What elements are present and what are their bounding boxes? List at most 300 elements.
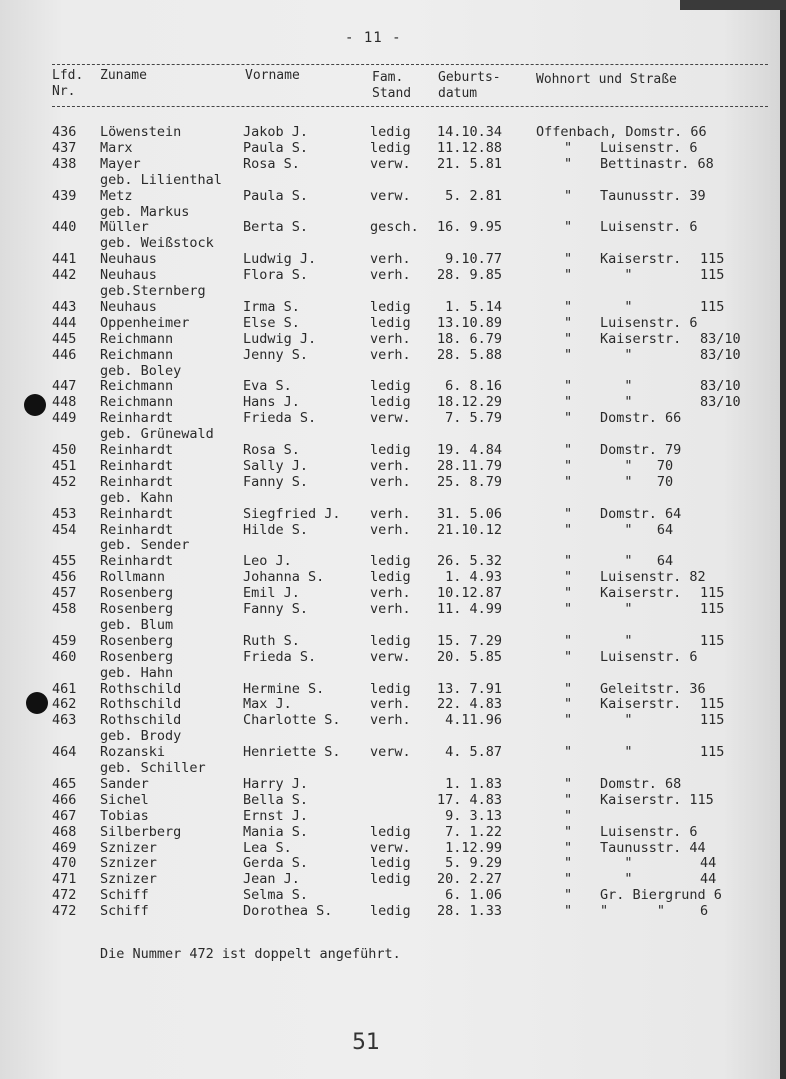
cell-geburtsdatum: 11. 4.99 xyxy=(437,601,503,617)
cell-stand: ledig xyxy=(370,632,411,649)
table-row xyxy=(0,601,786,617)
cell-vorname: Ludwig J. xyxy=(243,330,317,347)
cell-zuname: Reinhardt xyxy=(100,442,174,458)
punch-hole xyxy=(24,394,46,416)
cell-zuname: Reichmann xyxy=(100,378,174,395)
cell-vorname: Irma S. xyxy=(243,298,300,315)
cell-hausnummer: 115 xyxy=(700,585,725,602)
cell-nr: 455 xyxy=(52,553,77,570)
cell-nr: 437 xyxy=(52,139,77,156)
cell-geburtsname: geb. Sender xyxy=(100,537,190,554)
cell-ditto-mark: " xyxy=(564,887,573,904)
cell-geburtsdatum: 11.12.88 xyxy=(437,139,503,156)
cell-geburtsdatum: 28. 5.88 xyxy=(437,346,503,363)
cell-nr: 467 xyxy=(52,807,77,824)
cell-nr: 445 xyxy=(52,330,77,347)
cell-geburtsdatum: 9. 3.13 xyxy=(437,807,503,824)
cell-ditto-mark: " xyxy=(564,680,573,697)
cell-zuname: Rosenberg xyxy=(100,632,174,649)
cell-zuname: Oppenheimer xyxy=(100,314,190,331)
cell-geburtsdatum: 4. 5.87 xyxy=(437,744,503,761)
cell-strasse: Luisenstr. 6 xyxy=(600,648,698,665)
cell-geburtsname: geb. Lilienthal xyxy=(100,171,222,188)
cell-zuname: Schiff xyxy=(100,903,149,920)
cell-strasse: " xyxy=(600,298,633,315)
cell-vorname: Jenny S. xyxy=(243,346,309,363)
cell-stand: verw. xyxy=(370,410,411,427)
cell-ditto-mark: " xyxy=(564,394,573,411)
cell-vorname: Bella S. xyxy=(243,791,309,808)
cell-geburtsname: geb. Boley xyxy=(100,362,182,379)
cell-nr: 458 xyxy=(52,601,77,617)
table-row xyxy=(0,649,786,665)
cell-stand: verh. xyxy=(370,505,411,522)
cell-zuname: Reichmann xyxy=(100,346,174,363)
cell-geburtsname: geb. Kahn xyxy=(100,489,174,506)
cell-geburtsname: geb. Hahn xyxy=(100,664,174,681)
cell-geburtsdatum: 6. 8.16 xyxy=(437,378,503,395)
cell-stand: verh. xyxy=(370,521,411,538)
cell-stand: verh. xyxy=(370,712,411,729)
cell-ditto-mark: " xyxy=(564,457,573,474)
cell-vorname: Fanny S. xyxy=(243,601,309,617)
cell-nr: 471 xyxy=(52,871,77,888)
cell-vorname: Else S. xyxy=(243,314,300,331)
cell-vorname: Emil J. xyxy=(243,585,300,602)
cell-ditto-mark: " xyxy=(564,775,573,792)
cell-vorname: Flora S. xyxy=(243,267,309,284)
cell-geburtsdatum: 1. 4.93 xyxy=(437,569,503,586)
cell-strasse: Kaiserstr. xyxy=(600,251,682,268)
cell-zuname: Sichel xyxy=(100,791,149,808)
cell-geburtsdatum: 4.11.96 xyxy=(437,712,503,729)
cell-zuname: Rollmann xyxy=(100,569,166,586)
cell-geburtsdatum: 1. 5.14 xyxy=(437,298,503,315)
cell-geburtsname: geb. Markus xyxy=(100,203,190,220)
cell-geburtsdatum: 14.10.34 xyxy=(437,124,503,140)
cell-nr: 469 xyxy=(52,839,77,856)
cell-geburtsdatum: 18. 6.79 xyxy=(437,330,503,347)
cell-stand: ledig xyxy=(370,823,411,840)
header-wohnort: Wohnort und Straße xyxy=(536,72,677,87)
table-row xyxy=(0,887,786,903)
table-row xyxy=(0,474,786,490)
cell-zuname: Tobias xyxy=(100,807,149,824)
table-row xyxy=(0,855,786,871)
cell-vorname: Dorothea S. xyxy=(243,903,333,920)
cell-ditto-mark: " xyxy=(564,839,573,856)
scan-edge-top xyxy=(680,0,786,10)
cell-stand: ledig xyxy=(370,394,411,411)
cell-nr: 468 xyxy=(52,823,77,840)
table-row xyxy=(0,553,786,569)
cell-strasse: " xyxy=(600,267,633,284)
cell-ditto-mark: " xyxy=(564,442,573,458)
cell-vorname: Rosa S. xyxy=(243,442,300,458)
cell-vorname: Ernst J. xyxy=(243,807,309,824)
cell-ditto-mark: " xyxy=(564,378,573,395)
table-row xyxy=(0,378,786,394)
cell-zuname: Reinhardt xyxy=(100,521,174,538)
cell-vorname: Hans J. xyxy=(243,394,300,411)
cell-ditto-mark: " xyxy=(564,744,573,761)
cell-ditto-mark: " xyxy=(564,648,573,665)
cell-zuname: Löwenstein xyxy=(100,124,182,140)
cell-nr: 456 xyxy=(52,569,77,586)
cell-geburtsname: geb. Grünewald xyxy=(100,426,214,443)
cell-strasse: " xyxy=(600,871,633,888)
cell-stand: ledig xyxy=(370,569,411,586)
cell-vorname: Jakob J. xyxy=(243,124,309,140)
cell-geburtsdatum: 26. 5.32 xyxy=(437,553,503,570)
cell-stand: ledig xyxy=(370,139,411,156)
cell-stand: ledig xyxy=(370,553,411,570)
table-row xyxy=(0,506,786,522)
cell-ditto-mark: " xyxy=(564,473,573,490)
cell-vorname: Lea S. xyxy=(243,839,292,856)
cell-zuname: Sznizer xyxy=(100,839,157,856)
cell-nr: 461 xyxy=(52,680,77,697)
cell-vorname: Fanny S. xyxy=(243,473,309,490)
cell-ditto-mark: " xyxy=(564,903,573,920)
cell-hausnummer: 44 xyxy=(700,855,717,872)
punch-hole xyxy=(26,692,48,714)
cell-ditto-mark: " xyxy=(564,314,573,331)
cell-vorname: Berta S. xyxy=(243,219,309,236)
cell-nr: 442 xyxy=(52,267,77,284)
cell-nr: 466 xyxy=(52,791,77,808)
cell-ditto-mark: " xyxy=(564,251,573,268)
cell-strasse: " xyxy=(600,712,633,729)
cell-nr: 438 xyxy=(52,155,77,172)
cell-vorname: Sally J. xyxy=(243,457,309,474)
table-row xyxy=(0,394,786,410)
cell-geburtsdatum: 21. 5.81 xyxy=(437,155,503,172)
cell-geburtsdatum: 28. 1.33 xyxy=(437,903,503,920)
cell-zuname: Rothschild xyxy=(100,680,182,697)
cell-strasse: " xyxy=(600,744,633,761)
cell-strasse: Luisenstr. 6 xyxy=(600,139,698,156)
cell-hausnummer: 115 xyxy=(700,251,725,268)
cell-strasse: Taunusstr. 44 xyxy=(600,839,706,856)
cell-ditto-mark: " xyxy=(564,696,573,713)
cell-vorname: Mania S. xyxy=(243,823,309,840)
cell-ditto-mark: " xyxy=(564,155,573,172)
cell-zuname: Sznizer xyxy=(100,855,157,872)
cell-stand: verh. xyxy=(370,267,411,284)
cell-zuname: Neuhaus xyxy=(100,298,157,315)
cell-hausnummer: 115 xyxy=(700,298,725,315)
cell-zuname: Rozanski xyxy=(100,744,166,761)
cell-vorname: Harry J. xyxy=(243,775,309,792)
cell-geburtsdatum: 1.12.99 xyxy=(437,839,503,856)
cell-nr: 457 xyxy=(52,585,77,602)
cell-strasse: " 64 xyxy=(600,553,674,570)
cell-ditto-mark: " xyxy=(564,807,573,824)
cell-geburtsname: geb. Brody xyxy=(100,728,182,745)
cell-nr: 464 xyxy=(52,744,77,761)
cell-vorname: Hilde S. xyxy=(243,521,309,538)
cell-nr: 443 xyxy=(52,298,77,315)
cell-geburtsname: geb.Sternberg xyxy=(100,283,206,299)
table-row xyxy=(0,824,786,840)
cell-vorname: Eva S. xyxy=(243,378,292,395)
header-geburtsdatum: Geburts- datum xyxy=(438,70,501,101)
header-rule-bottom xyxy=(52,106,768,107)
cell-strasse: Taunusstr. 39 xyxy=(600,187,706,204)
cell-geburtsdatum: 13. 7.91 xyxy=(437,680,503,697)
cell-geburtsdatum: 28.11.79 xyxy=(437,457,503,474)
cell-stand: verh. xyxy=(370,346,411,363)
cell-stand: ledig xyxy=(370,378,411,395)
cell-stand: gesch. xyxy=(370,219,419,236)
folio-number: 51 xyxy=(352,1030,380,1055)
cell-geburtsdatum: 7. 1.22 xyxy=(437,823,503,840)
cell-ditto-mark: " xyxy=(564,569,573,586)
table-row xyxy=(0,808,786,824)
table-row xyxy=(0,410,786,426)
cell-stand: verw. xyxy=(370,155,411,172)
cell-stand: ledig xyxy=(370,124,411,140)
cell-geburtsname: geb. Weißstock xyxy=(100,235,214,252)
cell-stand: verw. xyxy=(370,839,411,856)
cell-vorname: Rosa S. xyxy=(243,155,300,172)
cell-geburtsdatum: 7. 5.79 xyxy=(437,410,503,427)
cell-stand: ledig xyxy=(370,855,411,872)
cell-stand: verh. xyxy=(370,585,411,602)
cell-strasse: " xyxy=(600,601,633,617)
cell-stand: verh. xyxy=(370,330,411,347)
footnote: Die Nummer 472 ist doppelt angeführt. xyxy=(100,946,401,962)
cell-ditto-mark: " xyxy=(564,585,573,602)
cell-geburtsdatum: 19. 4.84 xyxy=(437,442,503,458)
cell-strasse: " 70 xyxy=(600,473,674,490)
cell-hausnummer: 83/10 xyxy=(700,394,741,411)
cell-ditto-mark: " xyxy=(564,871,573,888)
cell-strasse: Luisenstr. 82 xyxy=(600,569,706,586)
cell-vorname: Ruth S. xyxy=(243,632,300,649)
cell-zuname: Rosenberg xyxy=(100,648,174,665)
cell-strasse: " " xyxy=(600,903,666,920)
cell-stand: verw. xyxy=(370,187,411,204)
cell-geburtsdatum: 22. 4.83 xyxy=(437,696,503,713)
cell-nr: 460 xyxy=(52,648,77,665)
cell-ditto-mark: " xyxy=(564,521,573,538)
cell-vorname: Max J. xyxy=(243,696,292,713)
cell-nr: 444 xyxy=(52,314,77,331)
table-row xyxy=(0,458,786,474)
cell-strasse: Kaiserstr. xyxy=(600,696,682,713)
header-vorname: Vorname xyxy=(245,68,300,83)
table-row xyxy=(0,140,786,156)
table-row xyxy=(0,442,786,458)
cell-geburtsdatum: 16. 9.95 xyxy=(437,219,503,236)
cell-vorname: Hermine S. xyxy=(243,680,325,697)
table-row xyxy=(0,522,786,538)
cell-strasse: Domstr. 64 xyxy=(600,505,682,522)
cell-stand: ledig xyxy=(370,314,411,331)
cell-ditto-mark: " xyxy=(564,553,573,570)
cell-zuname: Müller xyxy=(100,219,149,236)
cell-strasse: Gr. Biergrund 6 xyxy=(600,887,722,904)
table-row xyxy=(0,840,786,856)
cell-stand: ledig xyxy=(370,903,411,920)
cell-vorname: Siegfried J. xyxy=(243,505,341,522)
cell-zuname: Reinhardt xyxy=(100,473,174,490)
cell-nr: 449 xyxy=(52,410,77,427)
table-row xyxy=(0,776,786,792)
cell-zuname: Rothschild xyxy=(100,696,182,713)
cell-vorname: Jean J. xyxy=(243,871,300,888)
table-row xyxy=(0,347,786,363)
cell-stand: ledig xyxy=(370,442,411,458)
cell-geburtsname: geb. Blum xyxy=(100,616,174,633)
cell-nr: 441 xyxy=(52,251,77,268)
cell-nr: 472 xyxy=(52,903,77,920)
table-row xyxy=(0,251,786,267)
cell-stand: verh. xyxy=(370,696,411,713)
cell-hausnummer: 83/10 xyxy=(700,378,741,395)
cell-geburtsdatum: 10.12.87 xyxy=(437,585,503,602)
cell-geburtsdatum: 17. 4.83 xyxy=(437,791,503,808)
cell-stand: verh. xyxy=(370,251,411,268)
cell-strasse: " xyxy=(600,346,633,363)
cell-ditto-mark: " xyxy=(564,346,573,363)
header-nr: Lfd. Nr. xyxy=(52,68,84,99)
cell-zuname: Silberberg xyxy=(100,823,182,840)
cell-geburtsname: geb. Schiller xyxy=(100,760,206,776)
cell-geburtsdatum: 31. 5.06 xyxy=(437,505,503,522)
cell-geburtsdatum: 13.10.89 xyxy=(437,314,503,331)
cell-zuname: Schiff xyxy=(100,887,149,904)
cell-zuname: Rosenberg xyxy=(100,601,174,617)
table-row xyxy=(0,585,786,601)
cell-zuname: Marx xyxy=(100,139,133,156)
header-stand: Fam. Stand xyxy=(372,70,412,101)
cell-ditto-mark: " xyxy=(564,219,573,236)
cell-hausnummer: 44 xyxy=(700,871,717,888)
cell-strasse: " xyxy=(600,378,633,395)
cell-nr: 470 xyxy=(52,855,77,872)
cell-vorname: Frieda S. xyxy=(243,648,317,665)
cell-vorname: Henriette S. xyxy=(243,744,341,761)
cell-zuname: Reichmann xyxy=(100,394,174,411)
table-row xyxy=(0,156,786,172)
cell-geburtsdatum: 1. 1.83 xyxy=(437,775,503,792)
table-row xyxy=(0,124,786,140)
cell-hausnummer: 115 xyxy=(700,696,725,713)
cell-strasse: " xyxy=(600,632,633,649)
cell-geburtsdatum: 20. 2.27 xyxy=(437,871,503,888)
cell-vorname: Johanna S. xyxy=(243,569,325,586)
table-row xyxy=(0,712,786,728)
cell-strasse: Luisenstr. 6 xyxy=(600,219,698,236)
cell-stand: verh. xyxy=(370,473,411,490)
cell-nr: 446 xyxy=(52,346,77,363)
cell-ditto-mark: " xyxy=(564,855,573,872)
cell-nr: 459 xyxy=(52,632,77,649)
table-row xyxy=(0,331,786,347)
cell-strasse: Luisenstr. 6 xyxy=(600,823,698,840)
cell-nr: 447 xyxy=(52,378,77,395)
cell-hausnummer: 115 xyxy=(700,744,725,761)
cell-ditto-mark: " xyxy=(564,410,573,427)
cell-zuname: Sznizer xyxy=(100,871,157,888)
cell-zuname: Rosenberg xyxy=(100,585,174,602)
cell-ditto-mark: " xyxy=(564,823,573,840)
cell-vorname: Leo J. xyxy=(243,553,292,570)
cell-strasse: " xyxy=(600,855,633,872)
header-rule-top xyxy=(52,64,768,65)
cell-zuname: Neuhaus xyxy=(100,267,157,284)
cell-nr: 451 xyxy=(52,457,77,474)
cell-ditto-mark: " xyxy=(564,601,573,617)
cell-strasse: Domstr. 68 xyxy=(600,775,682,792)
table-row xyxy=(0,267,786,283)
cell-stand: ledig xyxy=(370,871,411,888)
cell-geburtsdatum: 5. 2.81 xyxy=(437,187,503,204)
cell-strasse: " 70 xyxy=(600,457,674,474)
header-zuname: Zuname xyxy=(100,68,147,83)
cell-vorname: Selma S. xyxy=(243,887,309,904)
cell-wohnort: Offenbach, Domstr. 66 xyxy=(536,124,707,140)
cell-ditto-mark: " xyxy=(564,505,573,522)
cell-zuname: Reichmann xyxy=(100,330,174,347)
cell-nr: 439 xyxy=(52,187,77,204)
cell-hausnummer: 83/10 xyxy=(700,330,741,347)
table-row xyxy=(0,681,786,697)
cell-strasse: Kaiserstr. xyxy=(600,330,682,347)
table-row xyxy=(0,744,786,760)
cell-zuname: Mayer xyxy=(100,155,141,172)
cell-vorname: Paula S. xyxy=(243,187,309,204)
cell-ditto-mark: " xyxy=(564,139,573,156)
cell-geburtsdatum: 18.12.29 xyxy=(437,394,503,411)
cell-strasse: Bettinastr. 68 xyxy=(600,155,714,172)
cell-vorname: Charlotte S. xyxy=(243,712,341,729)
cell-nr: 440 xyxy=(52,219,77,236)
cell-hausnummer: 115 xyxy=(700,712,725,729)
cell-strasse: " 64 xyxy=(600,521,674,538)
cell-geburtsdatum: 28. 9.85 xyxy=(437,267,503,284)
cell-stand: verh. xyxy=(370,601,411,617)
cell-hausnummer: 115 xyxy=(700,601,725,617)
cell-geburtsdatum: 21.10.12 xyxy=(437,521,503,538)
cell-nr: 448 xyxy=(52,394,77,411)
cell-zuname: Rothschild xyxy=(100,712,182,729)
cell-ditto-mark: " xyxy=(564,298,573,315)
table-row xyxy=(0,569,786,585)
table-row xyxy=(0,633,786,649)
cell-hausnummer: 115 xyxy=(700,267,725,284)
table-row xyxy=(0,188,786,204)
table-row xyxy=(0,696,786,712)
cell-strasse: Kaiserstr. xyxy=(600,585,682,602)
cell-nr: 454 xyxy=(52,521,77,538)
cell-zuname: Neuhaus xyxy=(100,251,157,268)
cell-geburtsdatum: 9.10.77 xyxy=(437,251,503,268)
cell-ditto-mark: " xyxy=(564,267,573,284)
cell-ditto-mark: " xyxy=(564,632,573,649)
cell-nr: 452 xyxy=(52,473,77,490)
cell-strasse: Domstr. 79 xyxy=(600,442,682,458)
cell-geburtsdatum: 25. 8.79 xyxy=(437,473,503,490)
table-row xyxy=(0,219,786,235)
cell-ditto-mark: " xyxy=(564,791,573,808)
cell-nr: 462 xyxy=(52,696,77,713)
cell-strasse: Luisenstr. 6 xyxy=(600,314,698,331)
cell-hausnummer: 6 xyxy=(700,903,709,920)
